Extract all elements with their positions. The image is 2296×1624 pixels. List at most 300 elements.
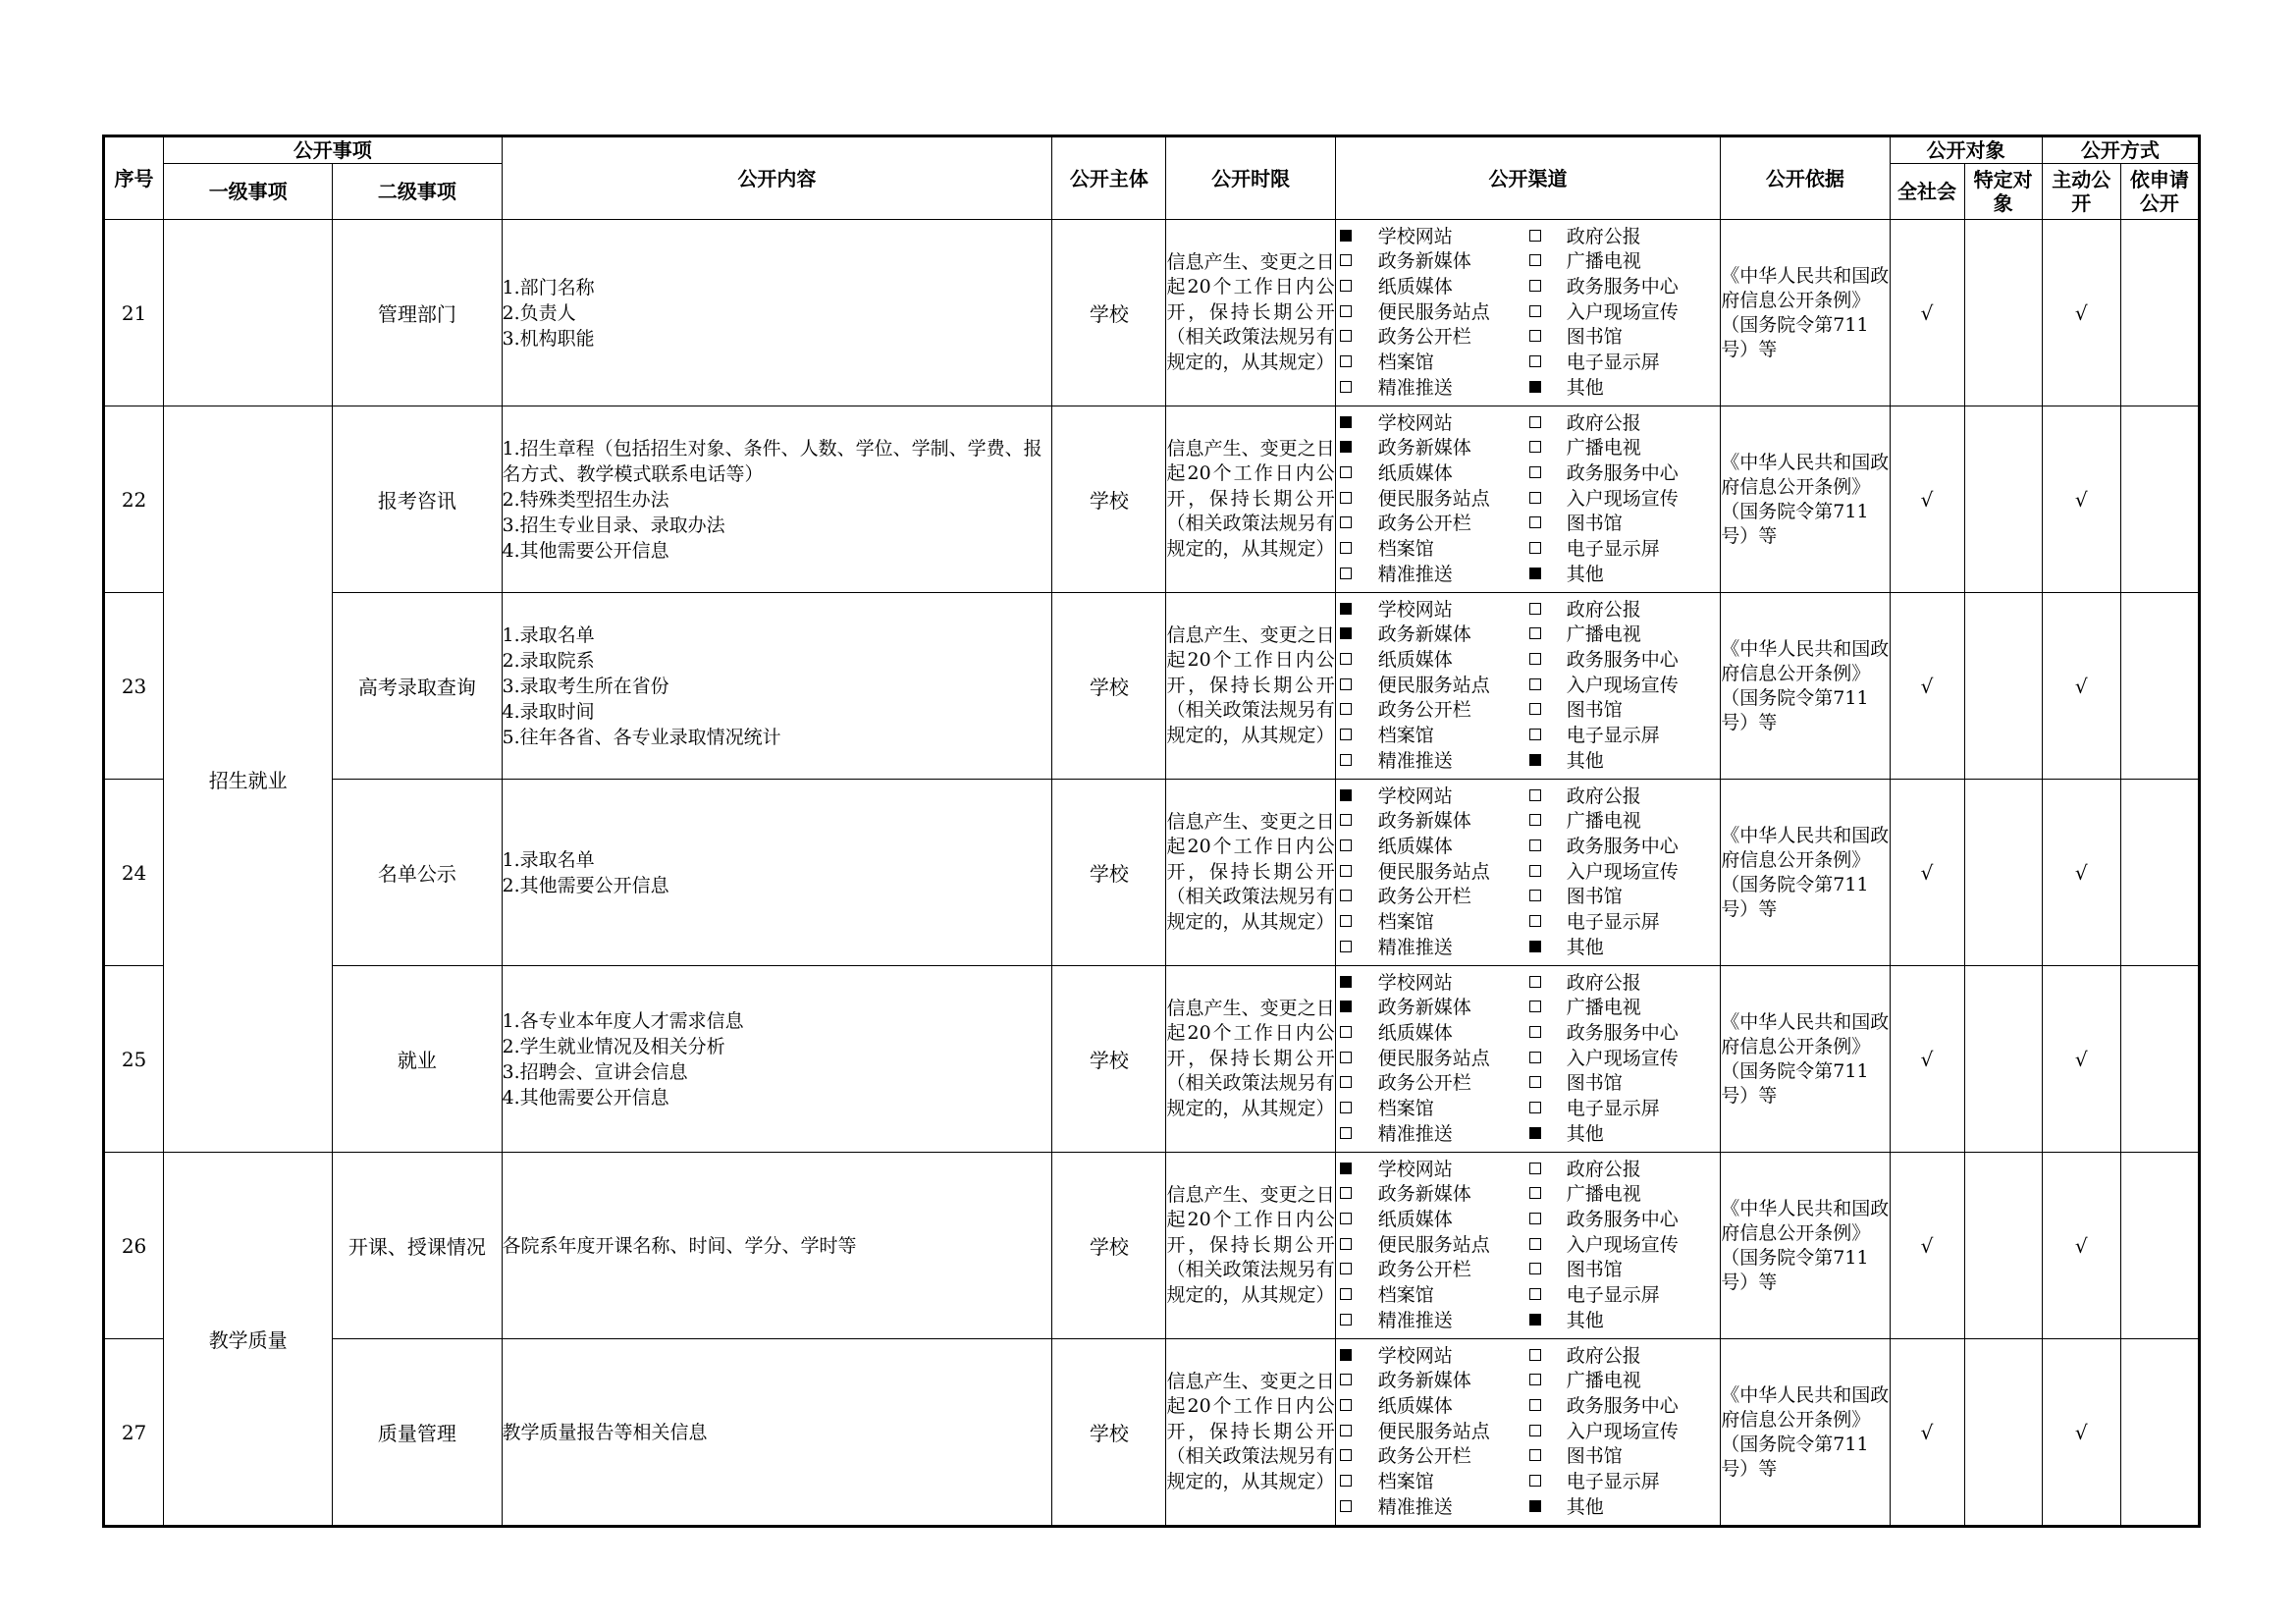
channel-checkbox-cell bbox=[1336, 724, 1378, 749]
content-cell bbox=[502, 1339, 1052, 1527]
header-level1: 一级事项 bbox=[164, 164, 333, 220]
unchecked-box-icon bbox=[1529, 1349, 1541, 1361]
channel-label: 便民服务站点 bbox=[1377, 860, 1490, 883]
channel-label: 入户现场宣传 bbox=[1566, 1233, 1679, 1256]
content-line: 1.录取名单 bbox=[502, 848, 595, 871]
channel-checkbox-cell bbox=[1525, 411, 1567, 437]
level2-cell: 名单公示 bbox=[333, 780, 502, 966]
seq-cell: 23 bbox=[104, 593, 164, 780]
checked-box-icon bbox=[1529, 1127, 1541, 1139]
header-channels: 公开渠道 bbox=[1335, 136, 1721, 220]
channel-label: 电子显示屏 bbox=[1566, 538, 1660, 561]
channel-checkbox-cell bbox=[1336, 1444, 1378, 1470]
channel-label: 其他 bbox=[1566, 936, 1604, 958]
content-line: 3.录取考生所在省份 bbox=[502, 675, 669, 697]
channel-label: 精准推送 bbox=[1377, 1122, 1453, 1145]
unchecked-box-icon bbox=[1529, 890, 1541, 901]
channel-checkbox-cell bbox=[1525, 1470, 1567, 1495]
channel-checkbox-cell bbox=[1525, 785, 1567, 810]
channel-checkbox-cell bbox=[1525, 376, 1567, 402]
channel-checkbox-cell bbox=[1525, 1309, 1567, 1334]
subject-cell: 学校 bbox=[1052, 593, 1166, 780]
unchecked-box-icon bbox=[1340, 1026, 1352, 1038]
content-line: 教学质量报告等相关信息 bbox=[502, 1421, 708, 1443]
channel-label: 学校网站 bbox=[1377, 411, 1453, 434]
channel-label: 便民服务站点 bbox=[1377, 300, 1490, 323]
channel-label: 档案馆 bbox=[1377, 725, 1434, 747]
unchecked-box-icon bbox=[1340, 355, 1352, 367]
checked-box-icon bbox=[1340, 627, 1352, 639]
channel-label: 政府公报 bbox=[1566, 1344, 1641, 1367]
target-all-cell: √ bbox=[1890, 966, 1964, 1153]
channel-label: 档案馆 bbox=[1377, 1471, 1434, 1493]
channel-label: 电子显示屏 bbox=[1566, 1471, 1660, 1493]
channel-label: 政务新媒体 bbox=[1377, 1370, 1471, 1392]
unchecked-box-icon bbox=[1529, 729, 1541, 740]
unchecked-box-icon bbox=[1529, 703, 1541, 715]
channel-label: 便民服务站点 bbox=[1377, 1233, 1490, 1256]
channel-checkbox-cell bbox=[1336, 910, 1378, 936]
level2-cell: 报考咨讯 bbox=[333, 406, 502, 593]
method-active-cell: √ bbox=[2042, 966, 2120, 1153]
content-line: 3.招聘会、宣讲会信息 bbox=[502, 1060, 688, 1083]
channel-checkbox-cell bbox=[1336, 674, 1378, 699]
channel-checkbox-cell bbox=[1336, 1309, 1378, 1334]
level2-cell: 质量管理 bbox=[333, 1339, 502, 1527]
unchecked-box-icon bbox=[1529, 1102, 1541, 1113]
channel-label: 纸质媒体 bbox=[1377, 648, 1453, 671]
seq-cell: 21 bbox=[104, 220, 164, 406]
method-request-cell bbox=[2120, 406, 2199, 593]
method-request-cell bbox=[2120, 780, 2199, 966]
channel-checkbox-cell bbox=[1336, 1233, 1378, 1259]
channel-checkbox-cell bbox=[1525, 598, 1567, 623]
unchecked-box-icon bbox=[1340, 1213, 1352, 1224]
channel-label: 电子显示屏 bbox=[1566, 911, 1660, 934]
channel-checkbox-cell bbox=[1525, 623, 1567, 648]
subject-cell: 学校 bbox=[1052, 780, 1166, 966]
channel-checkbox-cell bbox=[1525, 249, 1567, 275]
channel-label: 政务新媒体 bbox=[1377, 623, 1471, 646]
unchecked-box-icon bbox=[1340, 1052, 1352, 1063]
unchecked-box-icon bbox=[1529, 542, 1541, 554]
channel-label: 政府公报 bbox=[1566, 598, 1641, 621]
channel-label: 其他 bbox=[1566, 1495, 1604, 1518]
channel-label: 政府公报 bbox=[1566, 971, 1641, 994]
channels-grid bbox=[1336, 971, 1721, 1148]
channel-label: 政务公开栏 bbox=[1377, 1259, 1471, 1281]
channel-checkbox-cell bbox=[1525, 1021, 1567, 1047]
channel-label: 入户现场宣传 bbox=[1566, 674, 1679, 696]
level2-cell: 开课、授课情况 bbox=[333, 1153, 502, 1339]
channel-checkbox-cell bbox=[1336, 1420, 1378, 1445]
channel-checkbox-cell bbox=[1336, 1097, 1378, 1122]
unchecked-box-icon bbox=[1529, 516, 1541, 528]
checked-box-icon bbox=[1340, 1349, 1352, 1361]
header-basis: 公开依据 bbox=[1721, 136, 1890, 220]
channel-checkbox-cell bbox=[1525, 724, 1567, 749]
target-all-cell: √ bbox=[1890, 220, 1964, 406]
checked-box-icon bbox=[1529, 381, 1541, 393]
target-specific-cell bbox=[1964, 593, 2042, 780]
channel-label: 政府公报 bbox=[1566, 225, 1641, 247]
content-line: 4.其他需要公开信息 bbox=[502, 539, 669, 562]
unchecked-box-icon bbox=[1340, 1238, 1352, 1250]
channel-label: 图书馆 bbox=[1566, 699, 1623, 722]
channel-checkbox-cell bbox=[1525, 936, 1567, 961]
channels-grid bbox=[1336, 598, 1721, 775]
channel-checkbox-cell bbox=[1336, 275, 1378, 300]
channels-cell bbox=[1335, 1153, 1721, 1339]
target-specific-cell bbox=[1964, 780, 2042, 966]
target-all-cell: √ bbox=[1890, 1339, 1964, 1527]
unchecked-box-icon bbox=[1529, 839, 1541, 851]
channel-label: 电子显示屏 bbox=[1566, 1098, 1660, 1120]
unchecked-box-icon bbox=[1340, 1187, 1352, 1199]
method-request-cell bbox=[2120, 220, 2199, 406]
content-line: 1.录取名单 bbox=[502, 623, 595, 646]
checked-box-icon bbox=[1340, 416, 1352, 428]
channel-label: 广播电视 bbox=[1566, 1370, 1641, 1392]
unchecked-box-icon bbox=[1529, 1399, 1541, 1411]
channel-label: 便民服务站点 bbox=[1377, 674, 1490, 696]
content-line: 2.录取院系 bbox=[502, 649, 595, 672]
channel-checkbox-cell bbox=[1336, 1182, 1378, 1208]
channel-label: 政务新媒体 bbox=[1377, 437, 1471, 460]
channel-checkbox-cell bbox=[1336, 648, 1378, 674]
unchecked-box-icon bbox=[1340, 839, 1352, 851]
unchecked-box-icon bbox=[1529, 627, 1541, 639]
channel-label: 纸质媒体 bbox=[1377, 1021, 1453, 1044]
channel-checkbox-cell bbox=[1525, 971, 1567, 997]
channel-checkbox-cell bbox=[1336, 487, 1378, 513]
checked-box-icon bbox=[1340, 1163, 1352, 1174]
unchecked-box-icon bbox=[1340, 865, 1352, 877]
channel-label: 学校网站 bbox=[1377, 1158, 1453, 1180]
header-method-request: 依申请公开 bbox=[2120, 164, 2199, 220]
level1-cell: 教学质量 bbox=[164, 1153, 333, 1527]
unchecked-box-icon bbox=[1529, 1052, 1541, 1063]
channel-checkbox-cell bbox=[1525, 537, 1567, 563]
unchecked-box-icon bbox=[1529, 1026, 1541, 1038]
table-row bbox=[104, 1153, 2200, 1339]
channel-checkbox-cell bbox=[1525, 1233, 1567, 1259]
channel-label: 精准推送 bbox=[1377, 1495, 1453, 1518]
content-line: 1.各专业本年度人才需求信息 bbox=[502, 1009, 744, 1032]
timing-cell: 信息产生、变更之日起20个工作日内公开，保持长期公开（相关政策法规另有规定的，从其规定） bbox=[1166, 406, 1335, 593]
channel-checkbox-cell bbox=[1525, 885, 1567, 910]
channel-label: 入户现场宣传 bbox=[1566, 487, 1679, 510]
channel-label: 精准推送 bbox=[1377, 936, 1453, 958]
content-line: 1.部门名称 bbox=[502, 276, 595, 298]
channel-label: 电子显示屏 bbox=[1566, 725, 1660, 747]
target-specific-cell bbox=[1964, 1339, 2042, 1527]
channel-checkbox-cell bbox=[1336, 996, 1378, 1021]
content-line: 4.其他需要公开信息 bbox=[502, 1086, 669, 1109]
unchecked-box-icon bbox=[1529, 1475, 1541, 1487]
channel-checkbox-cell bbox=[1525, 1283, 1567, 1309]
table-row bbox=[104, 220, 2200, 406]
target-all-cell: √ bbox=[1890, 780, 1964, 966]
unchecked-box-icon bbox=[1529, 330, 1541, 342]
channel-checkbox-cell bbox=[1525, 325, 1567, 351]
channel-checkbox-cell bbox=[1336, 1344, 1378, 1370]
channel-checkbox-cell bbox=[1525, 1158, 1567, 1183]
basis-cell: 《中华人民共和国政府信息公开条例》（国务院令第711号）等 bbox=[1721, 1339, 1890, 1527]
checked-box-icon bbox=[1340, 1001, 1352, 1012]
checked-box-icon bbox=[1529, 568, 1541, 579]
channel-label: 其他 bbox=[1566, 563, 1604, 585]
channels-cell bbox=[1335, 220, 1721, 406]
method-active-cell: √ bbox=[2042, 406, 2120, 593]
level1-cell bbox=[164, 220, 333, 406]
checked-box-icon bbox=[1529, 1500, 1541, 1512]
channel-label: 纸质媒体 bbox=[1377, 461, 1453, 484]
channels-cell bbox=[1335, 593, 1721, 780]
checked-box-icon bbox=[1529, 754, 1541, 766]
channel-label: 广播电视 bbox=[1566, 623, 1641, 646]
content-cell bbox=[502, 966, 1052, 1153]
channel-label: 纸质媒体 bbox=[1377, 1394, 1453, 1417]
unchecked-box-icon bbox=[1529, 915, 1541, 927]
channel-checkbox-cell bbox=[1336, 698, 1378, 724]
unchecked-box-icon bbox=[1340, 1102, 1352, 1113]
channel-checkbox-cell bbox=[1525, 809, 1567, 835]
channel-checkbox-cell bbox=[1336, 835, 1378, 860]
unchecked-box-icon bbox=[1340, 466, 1352, 478]
channel-checkbox-cell bbox=[1336, 971, 1378, 997]
subject-cell: 学校 bbox=[1052, 1153, 1166, 1339]
channel-checkbox-cell bbox=[1525, 351, 1567, 376]
channel-checkbox-cell bbox=[1525, 648, 1567, 674]
channel-label: 其他 bbox=[1566, 376, 1604, 399]
timing-cell: 信息产生、变更之日起20个工作日内公开，保持长期公开（相关政策法规另有规定的，从其规定） bbox=[1166, 780, 1335, 966]
channel-label: 图书馆 bbox=[1566, 513, 1623, 535]
channels-grid bbox=[1336, 225, 1721, 402]
target-all-cell: √ bbox=[1890, 593, 1964, 780]
unchecked-box-icon bbox=[1529, 441, 1541, 453]
method-active-cell: √ bbox=[2042, 780, 2120, 966]
unchecked-box-icon bbox=[1340, 1076, 1352, 1088]
channel-label: 政务服务中心 bbox=[1566, 835, 1679, 857]
channel-label: 政务服务中心 bbox=[1566, 461, 1679, 484]
table-body bbox=[104, 220, 2200, 1527]
channel-checkbox-cell bbox=[1336, 785, 1378, 810]
unchecked-box-icon bbox=[1529, 1263, 1541, 1274]
channel-checkbox-cell bbox=[1525, 698, 1567, 724]
channel-label: 广播电视 bbox=[1566, 810, 1641, 833]
unchecked-box-icon bbox=[1529, 976, 1541, 988]
unchecked-box-icon bbox=[1529, 1163, 1541, 1174]
channel-label: 学校网站 bbox=[1377, 225, 1453, 247]
disclosure-table bbox=[102, 135, 2201, 1528]
channel-checkbox-cell bbox=[1336, 749, 1378, 775]
unchecked-box-icon bbox=[1529, 416, 1541, 428]
channel-label: 广播电视 bbox=[1566, 437, 1641, 460]
channel-label: 图书馆 bbox=[1566, 1259, 1623, 1281]
unchecked-box-icon bbox=[1340, 1374, 1352, 1385]
unchecked-box-icon bbox=[1529, 1449, 1541, 1461]
timing-cell: 信息产生、变更之日起20个工作日内公开，保持长期公开（相关政策法规另有规定的，从其规定） bbox=[1166, 966, 1335, 1153]
content-line: 2.特殊类型招生办法 bbox=[502, 488, 669, 511]
method-active-cell: √ bbox=[2042, 1339, 2120, 1527]
unchecked-box-icon bbox=[1340, 1288, 1352, 1300]
channel-checkbox-cell bbox=[1525, 1444, 1567, 1470]
channel-label: 图书馆 bbox=[1566, 1445, 1623, 1468]
content-line: 2.负责人 bbox=[502, 301, 576, 324]
channel-label: 纸质媒体 bbox=[1377, 275, 1453, 298]
channel-checkbox-cell bbox=[1336, 1021, 1378, 1047]
table-row bbox=[104, 966, 2200, 1153]
channels-cell bbox=[1335, 780, 1721, 966]
content-cell bbox=[502, 406, 1052, 593]
channel-label: 入户现场宣传 bbox=[1566, 860, 1679, 883]
content-line: 4.录取时间 bbox=[502, 700, 595, 723]
header-target-all: 全社会 bbox=[1890, 164, 1964, 220]
channel-checkbox-cell bbox=[1525, 860, 1567, 886]
unchecked-box-icon bbox=[1340, 703, 1352, 715]
channel-checkbox-cell bbox=[1525, 1495, 1567, 1521]
channels-grid bbox=[1336, 1158, 1721, 1334]
channels-grid bbox=[1336, 785, 1721, 961]
header-items-group: 公开事项 bbox=[164, 136, 502, 164]
channel-label: 图书馆 bbox=[1566, 326, 1623, 349]
channel-label: 精准推送 bbox=[1377, 376, 1453, 399]
channel-checkbox-cell bbox=[1336, 1122, 1378, 1148]
basis-cell: 《中华人民共和国政府信息公开条例》（国务院令第711号）等 bbox=[1721, 780, 1890, 966]
channel-label: 入户现场宣传 bbox=[1566, 1420, 1679, 1442]
channel-checkbox-cell bbox=[1336, 436, 1378, 461]
channel-label: 政务新媒体 bbox=[1377, 1183, 1471, 1206]
target-specific-cell bbox=[1964, 966, 2042, 1153]
level2-cell: 就业 bbox=[333, 966, 502, 1153]
channel-checkbox-cell bbox=[1525, 996, 1567, 1021]
unchecked-box-icon bbox=[1340, 1449, 1352, 1461]
unchecked-box-icon bbox=[1529, 1238, 1541, 1250]
channel-label: 政府公报 bbox=[1566, 1158, 1641, 1180]
content-line: 2.其他需要公开信息 bbox=[502, 874, 669, 896]
channel-label: 政务服务中心 bbox=[1566, 275, 1679, 298]
unchecked-box-icon bbox=[1340, 381, 1352, 393]
channel-checkbox-cell bbox=[1525, 835, 1567, 860]
channel-label: 政务公开栏 bbox=[1377, 1072, 1471, 1095]
channel-label: 档案馆 bbox=[1377, 538, 1434, 561]
unchecked-box-icon bbox=[1340, 754, 1352, 766]
target-specific-cell bbox=[1964, 406, 2042, 593]
header-timing: 公开时限 bbox=[1166, 136, 1335, 220]
method-request-cell bbox=[2120, 1339, 2199, 1527]
subject-cell: 学校 bbox=[1052, 406, 1166, 593]
unchecked-box-icon bbox=[1340, 814, 1352, 826]
channel-checkbox-cell bbox=[1336, 537, 1378, 563]
unchecked-box-icon bbox=[1529, 1213, 1541, 1224]
channel-checkbox-cell bbox=[1336, 1470, 1378, 1495]
unchecked-box-icon bbox=[1340, 542, 1352, 554]
content-cell bbox=[502, 1153, 1052, 1339]
unchecked-box-icon bbox=[1529, 653, 1541, 665]
channel-label: 档案馆 bbox=[1377, 1284, 1434, 1307]
unchecked-box-icon bbox=[1340, 890, 1352, 901]
channel-checkbox-cell bbox=[1525, 1071, 1567, 1097]
channel-label: 学校网站 bbox=[1377, 598, 1453, 621]
unchecked-box-icon bbox=[1340, 678, 1352, 690]
unchecked-box-icon bbox=[1340, 305, 1352, 317]
unchecked-box-icon bbox=[1529, 789, 1541, 801]
unchecked-box-icon bbox=[1340, 941, 1352, 952]
channel-checkbox-cell bbox=[1525, 1369, 1567, 1394]
subject-cell: 学校 bbox=[1052, 1339, 1166, 1527]
timing-cell: 信息产生、变更之日起20个工作日内公开，保持长期公开（相关政策法规另有规定的，从其规定） bbox=[1166, 220, 1335, 406]
seq-cell: 22 bbox=[104, 406, 164, 593]
content-line: 各院系年度开课名称、时间、学分、学时等 bbox=[502, 1234, 857, 1257]
checked-box-icon bbox=[1340, 603, 1352, 615]
channel-checkbox-cell bbox=[1336, 1258, 1378, 1283]
channel-checkbox-cell bbox=[1525, 1122, 1567, 1148]
channel-label: 政务新媒体 bbox=[1377, 997, 1471, 1019]
content-cell bbox=[502, 593, 1052, 780]
header-seq: 序号 bbox=[104, 136, 164, 220]
table-row bbox=[104, 593, 2200, 780]
unchecked-box-icon bbox=[1529, 1076, 1541, 1088]
channel-checkbox-cell bbox=[1336, 1369, 1378, 1394]
checked-box-icon bbox=[1340, 789, 1352, 801]
basis-cell: 《中华人民共和国政府信息公开条例》（国务院令第711号）等 bbox=[1721, 220, 1890, 406]
channel-label: 便民服务站点 bbox=[1377, 487, 1490, 510]
content-line: 5.往年各省、各专业录取情况统计 bbox=[502, 726, 781, 748]
channel-label: 政务公开栏 bbox=[1377, 886, 1471, 908]
seq-cell: 27 bbox=[104, 1339, 164, 1527]
channel-checkbox-cell bbox=[1336, 1071, 1378, 1097]
channel-label: 档案馆 bbox=[1377, 352, 1434, 374]
channel-label: 广播电视 bbox=[1566, 997, 1641, 1019]
header-content: 公开内容 bbox=[502, 136, 1052, 220]
method-request-cell bbox=[2120, 593, 2199, 780]
timing-cell: 信息产生、变更之日起20个工作日内公开，保持长期公开（相关政策法规另有规定的，从其规定） bbox=[1166, 1339, 1335, 1527]
unchecked-box-icon bbox=[1529, 603, 1541, 615]
unchecked-box-icon bbox=[1529, 355, 1541, 367]
channel-checkbox-cell bbox=[1336, 411, 1378, 437]
channel-checkbox-cell bbox=[1336, 1283, 1378, 1309]
unchecked-box-icon bbox=[1340, 516, 1352, 528]
method-request-cell bbox=[2120, 1153, 2199, 1339]
channel-label: 其他 bbox=[1566, 1309, 1604, 1331]
channel-checkbox-cell bbox=[1336, 1047, 1378, 1072]
unchecked-box-icon bbox=[1340, 1475, 1352, 1487]
channel-checkbox-cell bbox=[1336, 936, 1378, 961]
channel-label: 图书馆 bbox=[1566, 1072, 1623, 1095]
unchecked-box-icon bbox=[1340, 1399, 1352, 1411]
channel-checkbox-cell bbox=[1336, 1394, 1378, 1420]
channel-checkbox-cell bbox=[1336, 885, 1378, 910]
target-all-cell: √ bbox=[1890, 406, 1964, 593]
content-line: 3.招生专业目录、录取办法 bbox=[502, 514, 725, 536]
unchecked-box-icon bbox=[1529, 678, 1541, 690]
channel-label: 学校网站 bbox=[1377, 785, 1453, 807]
method-active-cell: √ bbox=[2042, 220, 2120, 406]
unchecked-box-icon bbox=[1340, 492, 1352, 504]
unchecked-box-icon bbox=[1529, 305, 1541, 317]
unchecked-box-icon bbox=[1340, 1127, 1352, 1139]
channel-checkbox-cell bbox=[1336, 249, 1378, 275]
table-row bbox=[104, 406, 2200, 593]
channel-checkbox-cell bbox=[1525, 1182, 1567, 1208]
level2-cell: 高考录取查询 bbox=[333, 593, 502, 780]
channel-checkbox-cell bbox=[1525, 436, 1567, 461]
unchecked-box-icon bbox=[1340, 330, 1352, 342]
seq-cell: 24 bbox=[104, 780, 164, 966]
basis-cell: 《中华人民共和国政府信息公开条例》（国务院令第711号）等 bbox=[1721, 1153, 1890, 1339]
channel-checkbox-cell bbox=[1336, 512, 1378, 537]
